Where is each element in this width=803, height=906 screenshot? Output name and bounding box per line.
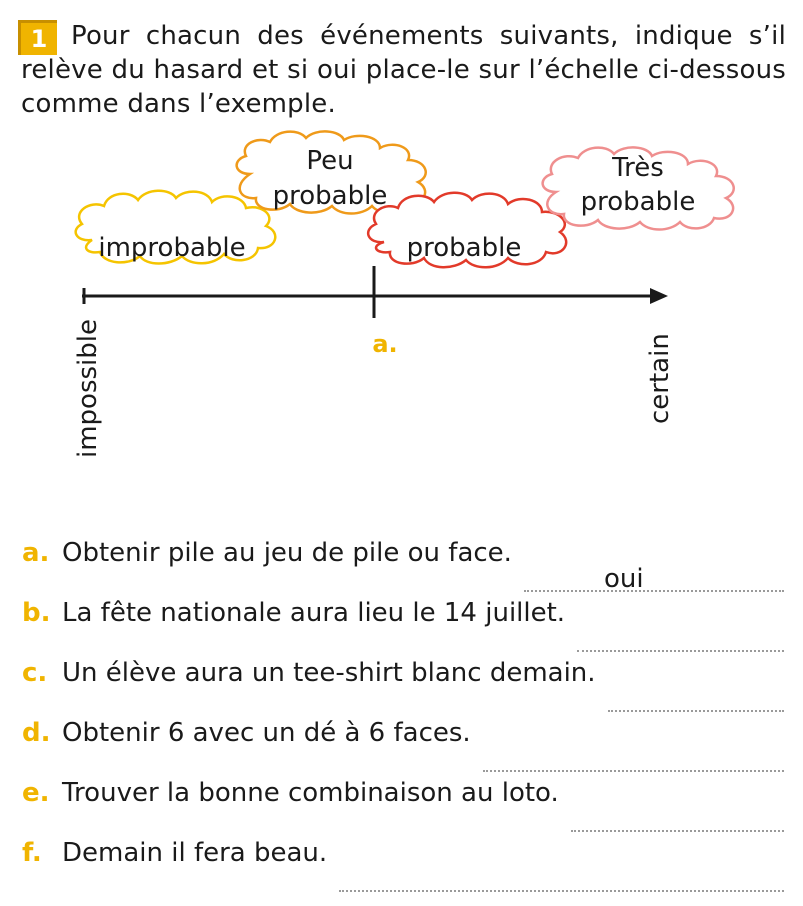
cloud-peu-probable — [237, 131, 426, 213]
item-letter: c. — [22, 658, 48, 688]
list-item — [22, 658, 784, 718]
exercise-number-badge: 1 — [21, 23, 57, 55]
item-text: Demain il fera beau. — [62, 838, 328, 868]
cloud-peu-probable-label-1: Peu — [306, 146, 354, 176]
scale-left-end-label: impossible — [73, 318, 103, 458]
answer-field[interactable] — [608, 682, 784, 712]
exercise-header — [21, 19, 786, 121]
item-letter: e. — [22, 778, 50, 808]
list-item — [22, 838, 784, 898]
cloud-improbable-label: improbable — [98, 233, 246, 263]
cloud-tres-probable-label-2: probable — [580, 187, 696, 217]
cloud-tres-probable-label-1: Très — [612, 153, 664, 183]
scale-marker-a-label: a. — [372, 330, 398, 358]
item-text: Obtenir pile au jeu de pile ou face. — [62, 538, 512, 568]
item-text: Un élève aura un tee-shirt blanc demain. — [62, 658, 596, 688]
item-text: Trouver la bonne combinaison au loto. — [62, 778, 559, 808]
exercise-instruction: Pour chacun des événements suivants, indique s’il relève du hasard et si oui place-le sur l’échelle ci-dessous comme dans l’exemple. — [21, 21, 786, 119]
answer-field[interactable] — [571, 802, 784, 832]
scale-axis-arrowhead — [650, 288, 668, 304]
list-item — [22, 718, 784, 778]
cloud-improbable — [76, 191, 276, 264]
list-item — [22, 778, 784, 838]
answer-field[interactable] — [339, 862, 784, 892]
events-list — [22, 538, 784, 898]
scale-right-end-label: certain — [645, 333, 675, 424]
list-item — [22, 598, 784, 658]
answer-field[interactable] — [524, 562, 784, 592]
answer-field[interactable] — [483, 742, 784, 772]
item-letter: d. — [22, 718, 51, 748]
list-item — [22, 538, 784, 598]
probability-scale — [0, 130, 803, 470]
item-letter: b. — [22, 598, 51, 628]
item-text: Obtenir 6 avec un dé à 6 faces. — [62, 718, 471, 748]
cloud-probable-label: probable — [406, 233, 522, 263]
answer-text: oui — [603, 564, 644, 594]
answer-field[interactable] — [577, 622, 784, 652]
cloud-peu-probable-label-2: probable — [272, 181, 388, 211]
item-letter: f. — [22, 838, 42, 868]
cloud-tres-probable — [543, 147, 734, 229]
item-text: La fête nationale aura lieu le 14 juillet. — [62, 598, 566, 628]
item-letter: a. — [22, 538, 50, 568]
